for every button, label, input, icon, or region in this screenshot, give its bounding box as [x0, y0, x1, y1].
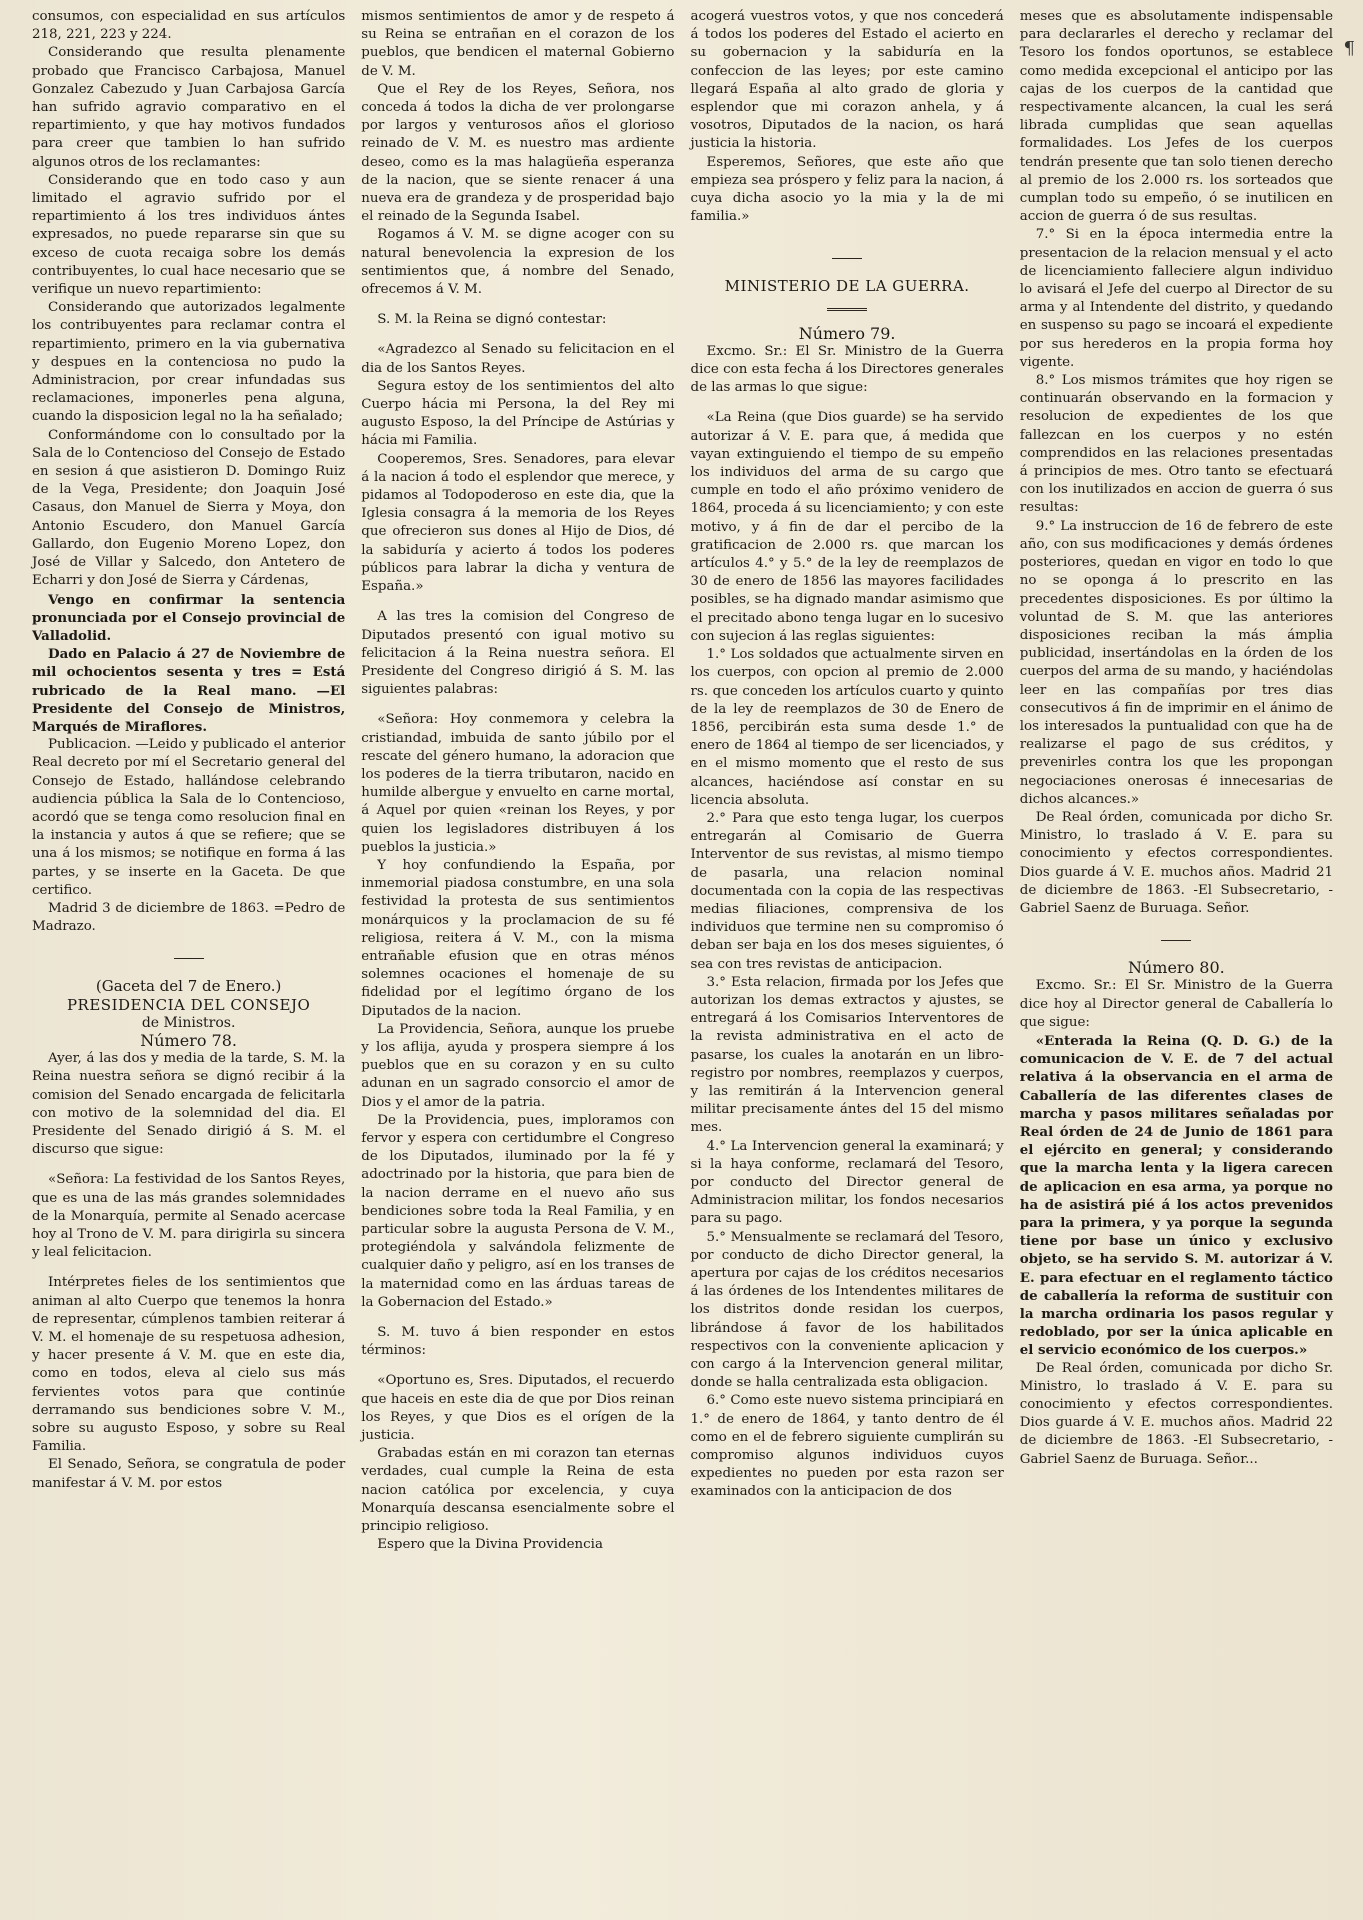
paragraph: 4.° La Intervencion general la examinará; y si la haya conforme, reclamará del Tesoro, por conducto del Director general de Administracion militar, los fondos necesarios para su pago. — [690, 1138, 1004, 1227]
paragraph: «Agradezco al Senado su felicitacion en el dia de los Santos Reyes. — [361, 342, 675, 376]
column-3 — [689, 8, 1006, 1918]
paragraph: «Enterada la Reina (Q. D. G.) de la comunicacion de V. E. de 7 del actual relativa á la observancia en el arma de Caballería de las diferentes clases de marcha y pasos militares señaladas por Real órden de 24 de Junio de 1861 para el ejército en general; y considerando que la marcha lenta y la ligera carecen de aplicacion en esa arma, ya porque no ha de asistirá pié á los actos prevenidos para la primera, y ya porque la segunda tiene por base un único y exclusivo objeto, se ha servido S. M. autorizar á V. E. para efectuar en el reglamento táctico de caballería la reforma de sustituir con la marcha ordinaria los pasos regular y redoblado, por ser la única aplicable en el servicio económico de los cuerpos.» — [1019, 1032, 1333, 1359]
separator-rule — [174, 958, 204, 959]
paragraph: Dado en Palacio á 27 de Noviembre de mil ochocientos sesenta y tres = Está rubricado de la Real mano. —El Presidente del Consejo de Ministros, Marqués de Miraflores. — [32, 646, 346, 735]
paragraph: mismos sentimientos de amor y de respeto á su Reina se entrañan en el corazon de los pueblos, que bendicen el maternal Gobierno de V. M. — [361, 9, 675, 79]
column-layout — [30, 8, 1335, 1918]
paragraph: Vengo en confirmar la sentencia pronunciada por el Consejo provincial de Valladolid. — [32, 591, 346, 644]
paragraph: El Senado, Señora, se congratula de poder manifestar á V. M. por estos — [32, 1457, 346, 1491]
paragraph: 5.° Mensualmente se reclamará del Tesoro, por conducto de dicho Director general, la apertura por cajas de los créditos necesarios á las órdenes de los Intendentes militares de los distritos donde residan los cuerpos, librándose á favor de los habilitados respectivos con la conveniente aplicacion y con cargo á la Intervencion general militar, donde se halla centralizada esta obligacion. — [690, 1229, 1004, 1391]
paragraph: Segura estoy de los sentimientos del alto Cuerpo hácia mi Persona, la del Rey mi augusto Esposo, la del Príncipe de Astúrias y hácia mi Familia. — [361, 378, 675, 449]
paragraph: «Señora: Hoy conmemora y celebra la cristiandad, imbuida de santo júbilo por el rescate del género humano, la adoracion que los poderes de la tierra tributaron, nacido en humilde albergue y envuelto en carne mortal, á Aquel por quien «reinan los Reyes, y por quien los legisladores distribuyen á los pueblos la justicia.» — [361, 712, 675, 855]
section-heading: PRESIDENCIA DEL CONSEJO — [66, 995, 311, 1014]
paragraph: 1.° Los soldados que actualmente sirven en los cuerpos, con opcion al premio de 2.000 rs. que conceden los artículos cuarto y quinto de la ley de reemplazos de 30 de Enero de 1856, percibirán esta suma desde 1.° de enero de 1864 al tiempo de ser licenciados, y en el mismo momento que el resto de sus alcances, haciéndose así constar en su licencia absoluta. — [690, 647, 1004, 808]
paragraph: A las tres la comision del Congreso de Diputados presentó con igual motivo su felicitacion á la Reina nuestra señora. El Presidente del Congreso dirigió á S. M. las siguientes palabras: — [361, 609, 675, 698]
paragraph: consumos, con especialidad en sus artículos 218, 221, 223 y 224. — [32, 9, 346, 43]
paragraph: 3.° Esta relacion, firmada por los Jefes que autorizan los demas extractos y ajustes, se entregará á los Comisarios Interventores de la revista administrativa en el acto de pasarse, los cuales la anotarán en un libro-registro por nombres, reemplazos y cuerpos, y las remitirán á la Intervencion general militar precisamente ántes del 15 del mismo mes. — [690, 974, 1004, 1136]
paragraph: Y hoy confundiendo la España, por inmemorial piadosa constumbre, en una sola festividad la protesta de sus sentimientos monárquicos y la proclamacion de su fé religiosa, reitera á V. M., con la misma entrañable efusion que en otras ménos solemnes ocaciones el homenaje de su fidelidad por el legítimo órgano de los Diputados de la nacion. — [361, 857, 675, 1019]
column-1 — [30, 8, 347, 1918]
paragraph: 8.° Los mismos trámites que hoy rigen se continuarán observando en la formacion y resolucion de expedientes de los que fallezcan en los cuerpos y no estén comprendidos en las relaciones presentadas á principios de mes. Otro tanto se efectuará con los inutilizados en accion de guerra ó sus resultas: — [1019, 373, 1333, 516]
separator-rule — [827, 308, 867, 311]
paragraph: La Providencia, Señora, aunque los pruebe y los aflija, ayuda y prospera siempre á los pueblos que en su corazon y en su culto adunan en un sagrado consorcio el amor de Dios y el amor de la patria. — [361, 1021, 675, 1110]
paragraph: acogerá vuestros votos, y que nos concederá á todos los poderes del Estado el acierto en su gobernacion y la sabiduría en la confeccion de las leyes; por este camino llegará España al alto grado de gloria y esplendor que mi corazon anhela, y á vosotros, Diputados de la nacion, os hará justicia la historia. — [690, 9, 1004, 152]
paragraph: Esperemos, Señores, que este año que empieza sea próspero y feliz para la nacion, á cuya dicha asocio yo la mia y la de mi familia.» — [690, 154, 1004, 225]
paragraph: 9.° La instruccion de 16 de febrero de este año, con sus modificaciones y demás órdenes posteriores, quedan en vigor en todo lo que no se oponga á lo prescrito en las precedentes disposiciones. Es por último la voluntad de S. M. que las anteriores disposiciones reciban la más ámplia publicidad, insertándolas en la órden de los cuerpos del arma de su mando, y haciéndolas leer en las compañías por tres dias consecutivos á fin de imprimir en el ánimo de los interesados la puntualidad con que ha de realizarse el pago de sus créditos, y prevenirles contra los que les propongan negociaciones onerosas é innecesarias de dichos alcances.» — [1019, 518, 1333, 807]
paragraph: 2.° Para que esto tenga lugar, los cuerpos entregarán al Comisario de Guerra Interventor de sus revistas, al mismo tiempo de pasarla, una relacion nominal documentada con la copia de las respectivas medias filiaciones, comprensiva de los individuos que termine nen su compromiso ó deban ser baja en los dos meses siguientes, ó sea con tres revistas de anticipacion. — [690, 810, 1004, 972]
paragraph: Considerando que autorizados legalmente los contribuyentes para reclamar contra el repartimiento, primero en la via gubernativa y despues en la contenciosa no pudo la Administracion, por crear infundadas sus reclamaciones, imponerles pena alguna, cuando la disposicion legal no la ha señalado; — [32, 300, 346, 425]
signature-line: Madrid 3 de diciembre de 1863. =Pedro de Madrazo. — [32, 900, 346, 935]
paragraph: Publicacion. —Leido y publicado el anterior Real decreto por mí el Secretario general del Consejo de Estado, hallándose celebrando audiencia pública la Sala de lo Contencioso, acordó que se tenga como resolucion final en la instancia y autos á que se refiere; que se una á los mismos; se notifique en forma á las partes, y se inserte en la Gaceta. De que certifico. — [32, 737, 346, 898]
paragraph: 6.° Como este nuevo sistema principiará en 1.° de enero de 1864, y tanto dentro de él como en el de febrero siguiente cumplirán su compromiso algunos individuos cuyos expedientes no pueden por esta razon ser examinados con la anticipacion de dos — [690, 1393, 1004, 1500]
paragraph: «Oportuno es, Sres. Diputados, el recuerdo que haceis en este dia de que por Dios reinan los Reyes, y que Dios es el orígen de la justicia. — [361, 1373, 675, 1444]
section-heading: MINISTERIO DE LA GUERRA. — [724, 277, 970, 296]
paragraph: Intérpretes fieles de los sentimientos que animan al alto Cuerpo que tenemos la honra de representar, cúmplenos tambien reiterar á V. M. el homenaje de su respetuosa adhesion, y hacer presente á V. M. que en este dia, como en todos, eleva al cielo sus más fervientes votos para que continúe derramando sus bendiciones sobre V. M., sobre su augusto Esposo, y sobre su Real Familia. — [32, 1275, 346, 1455]
paragraph: Excmo. Sr.: El Sr. Ministro de la Guerra dice hoy al Director general de Caballería lo que sigue: — [1019, 978, 1333, 1030]
column-4 — [1018, 8, 1335, 1918]
paragraph: S. M. tuvo á bien responder en estos términos: — [361, 1325, 675, 1359]
paragraph: Considerando que en todo caso y aun limitado el agravio sufrido por el repartimiento á los tres individuos ántes expresados, no puede repararse sin que su exceso de cuota recaiga sobre los demás contribuyentes, lo cual hace necesario que se verifique un nuevo repartimiento: — [32, 172, 346, 298]
paragraph: meses que es absolutamente indispensable para declararles el derecho y reclamar del Tesoro los fondos oportunos, se establece como medida excepcional el anticipo por las cajas de los cuerpos de la cantidad que respectivamente alcancen, la cual les será librada cumplidas que sean aquellas formalidades. Los Jefes de los cuerpos tendrán presente que tan solo tienen derecho al premio de los 2.000 rs. los sorteados que cumplan todo su empeño, ó se inutilicen en accion de guerra ó de sus resultas. — [1019, 9, 1333, 225]
paragraph: 7.° Si en la época intermedia entre la presentacion de la relacion mensual y el acto de licenciamiento falleciere algun individuo lo avisará el Jefe del cuerpo al Director de su arma y al Intendente del distrito, y quedando en suspenso su pago se incoará el expediente por sus herederos en la propia forma hoy vigente. — [1019, 227, 1333, 370]
section-subheading: de Ministros. — [141, 1014, 236, 1031]
item-number: Número 80. — [1127, 958, 1225, 978]
separator-rule — [832, 258, 862, 259]
page-edge-mark: ¶ — [1343, 38, 1355, 59]
paragraph: Espero que la Divina Providencia — [377, 1537, 603, 1553]
paragraph: Conformándome con lo consultado por la Sala de lo Contencioso del Consejo de Estado en sesion á que asistieron D. Domingo Ruiz de la Vega, Presidente; don Joaquin José Casaus, don Manuel de Sierra y Moya, don Antonio Escudero, don Manuel García Gallardo, don Eugenio Moreno Lopez, don José de Villar y Salcedo, don Antetero de Echarri y don José de Sierra y Cárdenas, — [32, 427, 346, 589]
paragraph: Considerando que resulta plenamente probado que Francisco Carbajosa, Manuel Gonzalez Cabezudo y Juan Carbajosa García han sufrido agravio comparativo en el repartimiento, y que hay motivos fundados para creer que tambien lo han sufrido algunos otros de los reclamantes: — [32, 45, 346, 170]
paragraph: Cooperemos, Sres. Senadores, para elevar á la nacion á todo el esplendor que merece, y pidamos al Todopoderoso en este dia, que la Iglesia consagra á la memoria de los Reyes que ofrecieron sus dones al Hijo de Dios, dé la sabiduría y acierto á todos los poderes públicos para labrar la dicha y ventura de España.» — [361, 451, 675, 595]
paragraph: De Real órden, comunicada por dicho Sr. Ministro, lo traslado á V. E. para su conocimiento y efectos correspondientes. Dios guarde á V. E. muchos años. Madrid 22 de diciembre de 1863. -El Subsecretario, -Gabriel Saenz de Buruaga. Señor... — [1019, 1360, 1333, 1467]
paragraph: «La Reina (que Dios guarde) se ha servido autorizar á V. E. para que, á medida que vayan extinguiendo el tiempo de su empeño los individuos del arma de su cargo que cumple en todo el año próximo venidero de 1864, proceda á su licenciamiento; y con este motivo, y á fin de dar el percibo de la gratificacion de 2.000 rs. que marcan los artículos 4.° y 5.° de la ley de reemplazos de 30 de enero de 1856 las mayores facilidades posibles, se ha dignado mandar asimismo que el precitado abono tenga lugar en lo sucesivo con sujecion á las reglas siguientes: — [690, 410, 1004, 644]
paragraph: S. M. la Reina se dignó contestar: — [377, 312, 607, 328]
item-number: Número 78. — [140, 1030, 237, 1050]
paragraph: Grabadas están en mi corazon tan eternas verdades, cual cumple la Reina de esta nacion católica por excelencia, y cuya Monarquía descansa esencialmente sobre el principio religioso. — [361, 1446, 675, 1535]
gazeta-date: (Gaceta del 7 de Enero.) — [95, 977, 282, 996]
paragraph: Que el Rey de los Reyes, Señora, nos conceda á todos la dicha de ver prolongarse por largos y venturosos años el glorioso reinado de V. M. es nuestro mas ardiente deseo, como es la mas halagüeña esperanza de la nacion, que se siente renacer á una nueva era de grandeza y de prosperidad bajo el reinado de la Segunda Isabel. — [361, 81, 675, 225]
paragraph: De la Providencia, pues, imploramos con fervor y espera con certidumbre el Congreso de los Diputados, iluminado por la fé y adoctrinado por la historia, que para bien de la nacion derrame en el nuevo año sus bendiciones sobre toda la Real Familia, y en particular sobre la augusta Persona de V. M., protegiéndola y salvándola felizmente de cualquier daño y peligro, así en los transes de la maternidad como en las árduas tareas de la Gobernacion del Estado.» — [361, 1112, 675, 1310]
paragraph: Excmo. Sr.: El Sr. Ministro de la Guerra dice con esta fecha á los Directores generales de las armas lo que sigue: — [690, 343, 1004, 396]
column-2 — [359, 8, 676, 1918]
paragraph: Ayer, á las dos y media de la tarde, S. M. la Reina nuestra señora se dignó recibir á la comision del Senado encargada de felicitarla con motivo de la solemnidad del dia. El Presidente del Senado dirigió á S. M. el discurso que sigue: — [32, 1051, 346, 1158]
paragraph: «Señora: La festividad de los Santos Reyes, que es una de las más grandes solemnidades de la Monarquía, permite al Senado acercase hoy al Trono de V. M. para dirigirla su sincera y leal felicitacion. — [32, 1172, 346, 1261]
item-number: Número 79. — [798, 323, 896, 343]
separator-rule — [1161, 940, 1191, 941]
paragraph: Rogamos á V. M. se digne acoger con su natural benevolencia la expresion de los sentimientos que, á nombre del Senado, ofrecemos á V. M. — [361, 227, 675, 298]
paragraph: De Real órden, comunicada por dicho Sr. Ministro, lo traslado á V. E. para su conocimiento y efectos correspondientes. Dios guarde á V. E. muchos años. Madrid 21 de diciembre de 1863. -El Subsecretario, -Gabriel Saenz de Buruaga. Señor. — [1019, 809, 1333, 916]
